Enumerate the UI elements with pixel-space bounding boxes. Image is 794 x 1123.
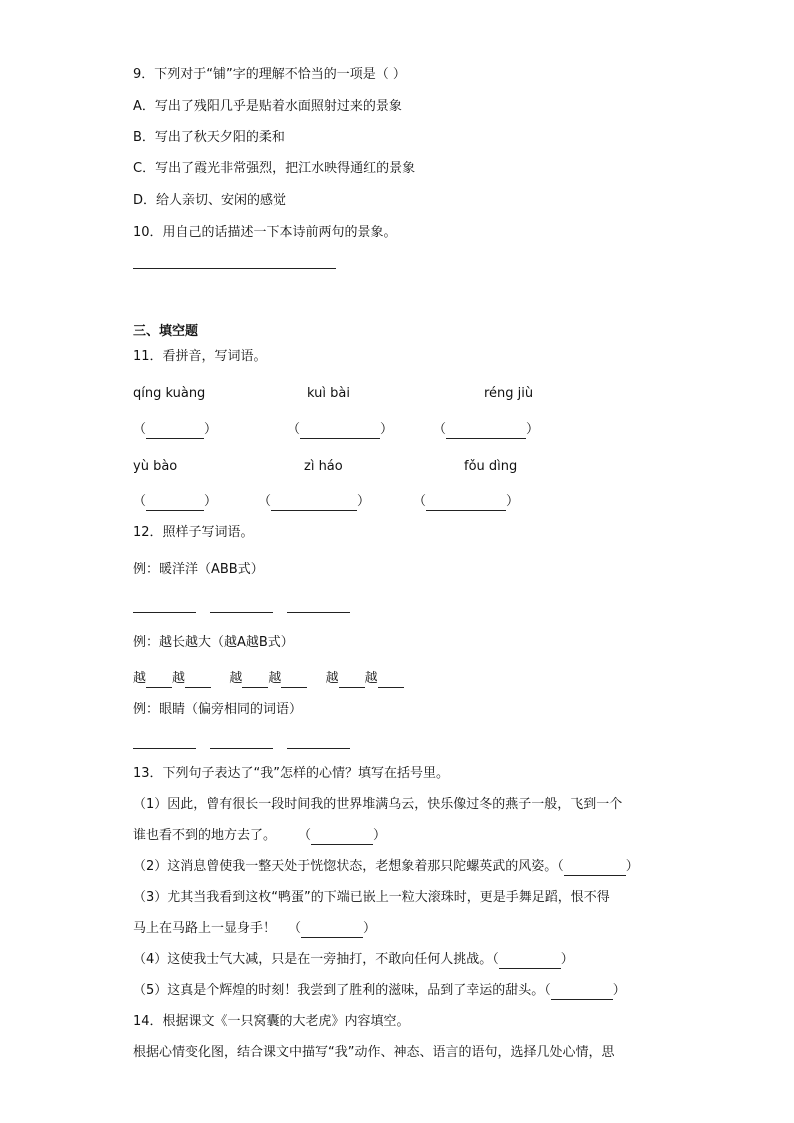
q13-sentence-3a: （3）尤其当我看到这枚“鸭蛋”的下端已嵌上一粒大滚珠时，更是手舞足蹈，恨不得 — [133, 890, 610, 905]
pinyin-2: kuì bài — [307, 386, 350, 401]
q9-option-c: C．写出了霞光非常强烈，把江水映得通红的景象 — [133, 161, 416, 176]
q12-blank-3c — [287, 748, 350, 749]
q12-blank-1b — [210, 612, 273, 613]
q14-stem: 14．根据课文《一只窝囊的大老虎》内容填空。 — [133, 1014, 410, 1029]
q9-stem: 9．下列对于“铺”字的理解不恰当的一项是（ ） — [133, 67, 406, 82]
pinyin-answer-4: （ ） — [133, 494, 218, 509]
q12-yue-row: 越 越 越 越 越 越 — [133, 670, 404, 688]
q10-stem: 10．用自己的话描述一下本诗前两句的景象。 — [133, 225, 397, 240]
pinyin-4: yù bào — [133, 459, 178, 474]
pinyin-1: qíng kuàng — [133, 386, 206, 401]
q13-sentence-4: （4）这使我士气大减，只是在一旁抽打，不敢向任何人挑战。（ ） — [133, 952, 574, 967]
q13-sentence-1b: 谁也看不到的地方去了。 （ ） — [133, 828, 387, 843]
pinyin-answer-5: （ ） — [258, 494, 371, 509]
pinyin-answer-6: （ ） — [413, 494, 520, 509]
q12-blank-3a — [133, 748, 196, 749]
q9-option-a: A．写出了残阳几乎是贴着水面照射过来的景象 — [133, 99, 402, 114]
q13-stem: 13．下列句子表达了“我”怎样的心情？填写在括号里。 — [133, 766, 450, 781]
q13-sentence-5: （5）这真是个辉煌的时刻！我尝到了胜利的滋味，品到了幸运的甜头。（ ） — [133, 983, 626, 998]
q9-option-d: D．给人亲切、安闲的感觉 — [133, 193, 287, 208]
section-title: 三、填空题 — [133, 324, 199, 339]
q12-blank-3b — [210, 748, 273, 749]
q13-sentence-1a: （1）因此，曾有很长一段时间我的世界堆满乌云，快乐像过冬的燕子一般，飞到一个 — [133, 797, 623, 812]
q13-sentence-2: （2）这消息曾使我一整天处于恍惚状态，老想象着那只陀螺英武的风姿。（ ） — [133, 859, 639, 874]
pinyin-6: fǒu dìng — [464, 459, 518, 474]
q12-example-1: 例：暖洋洋（ABB式） — [133, 562, 264, 577]
q9-option-b: B．写出了秋天夕阳的柔和 — [133, 130, 285, 145]
pinyin-answer-1: （ ） — [133, 422, 218, 437]
q11-stem: 11．看拼音，写词语。 — [133, 349, 267, 364]
pinyin-answer-3: （ ） — [433, 422, 540, 437]
q13-sentence-3b: 马上在马路上一显身手！ （ ） — [133, 921, 377, 936]
pinyin-answer-2: （ ） — [287, 422, 394, 437]
pinyin-5: zì háo — [304, 459, 343, 474]
pinyin-3: réng jiù — [484, 386, 534, 401]
q12-blank-1c — [287, 612, 350, 613]
q12-example-2: 例：越长越大（越A越B式） — [133, 635, 294, 650]
q12-blank-1a — [133, 612, 196, 613]
q14-instruction: 根据心情变化图，结合课文中描写“我”动作、神态、语言的语句，选择几处心情，思 — [133, 1045, 615, 1060]
q12-stem: 12．照样子写词语。 — [133, 525, 254, 540]
q10-answer-line — [133, 268, 336, 269]
q12-example-3: 例：眼睛（偏旁相同的词语） — [133, 702, 303, 717]
